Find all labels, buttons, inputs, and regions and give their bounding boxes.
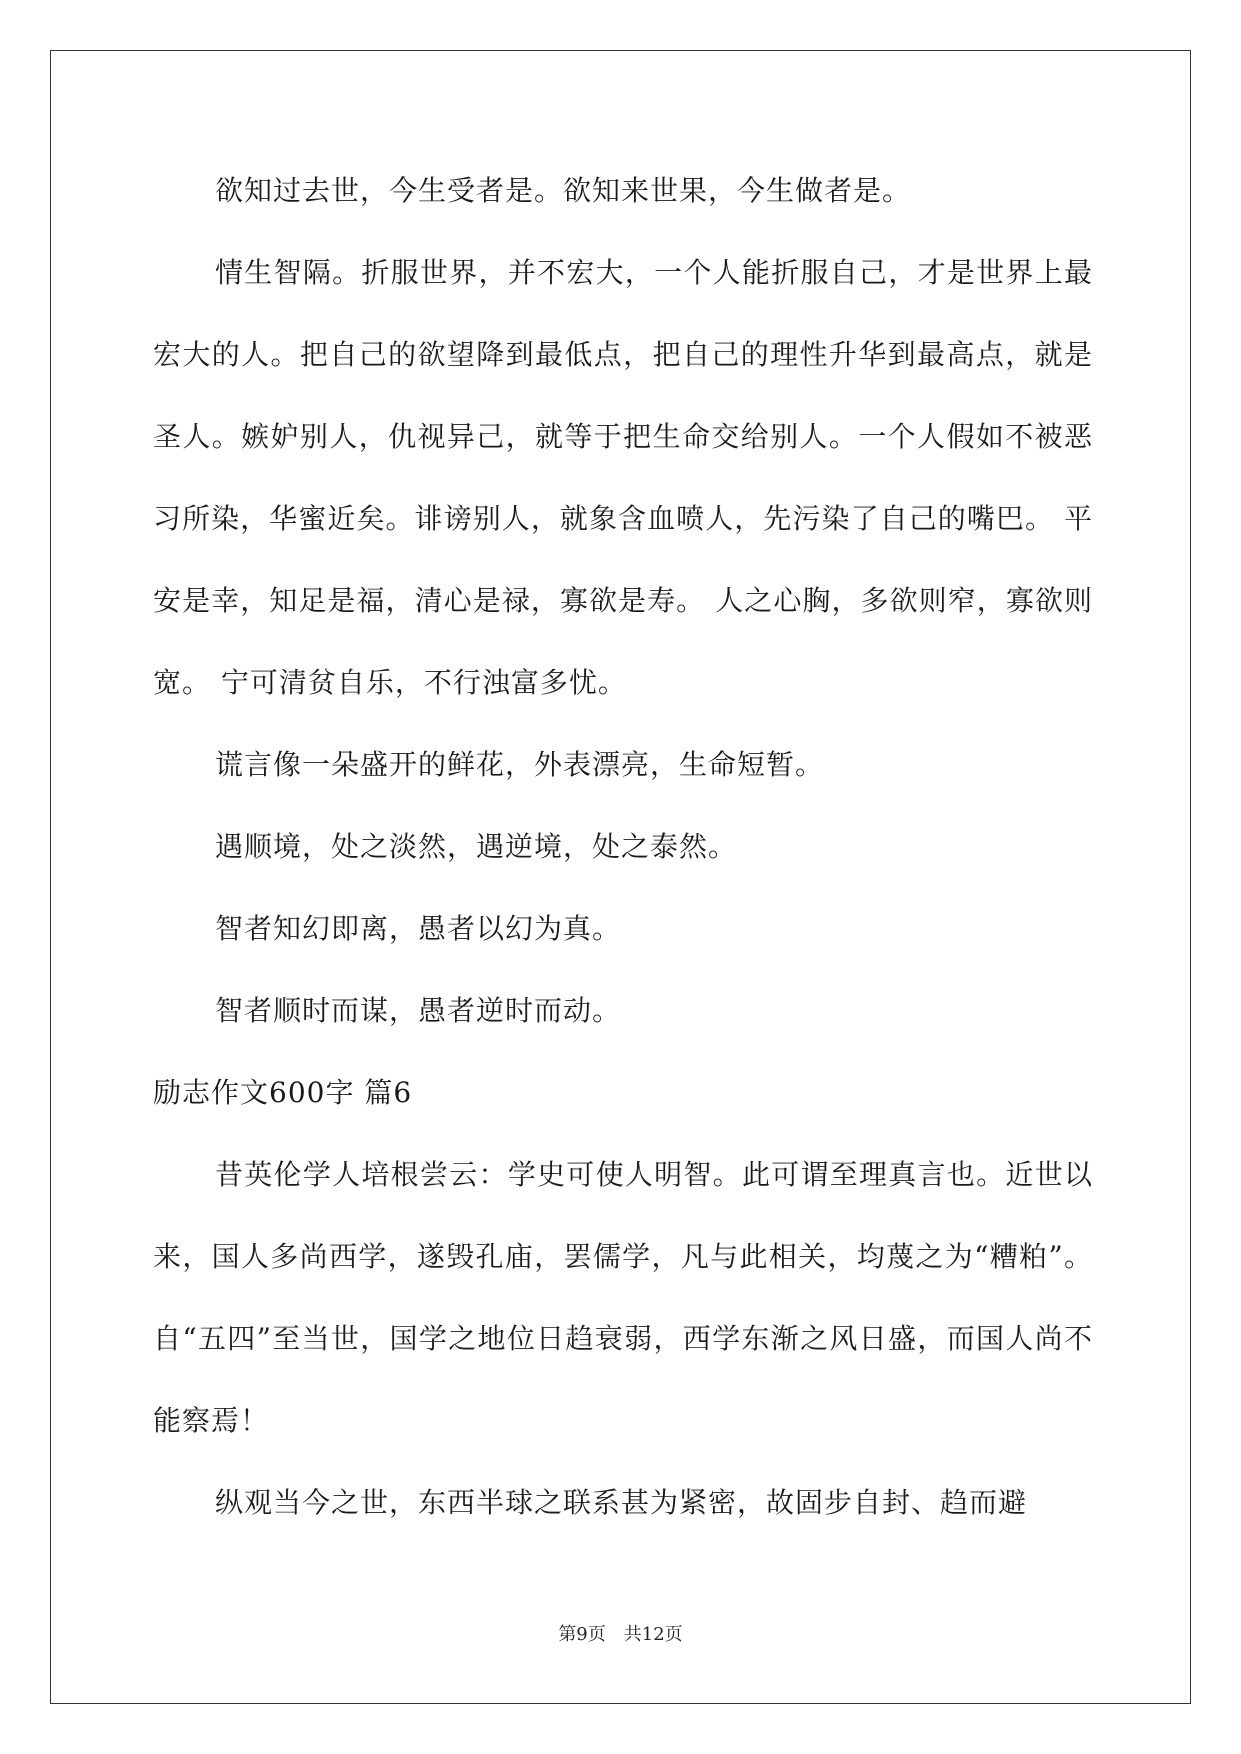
paragraph: 情生智隔。折服世界，并不宏大，一个人能折服自己，才是世界上最宏大的人。把自己的欲望降到最低点，把自己的理性升华到最高点，就是圣人。嫉妒别人，仇视异己，就等于把生命交给别人。一个人假如不被恶习所染，华蜜近矣。诽谤别人，就象含血喷人，先污染了自己的嘴巴。 平安是幸，知足是福，清心是禄，寡欲是寿。 人之心胸，多欲则窄，寡欲则宽。 宁可清贫自乐，不行浊富多忧。 bbox=[153, 256, 1093, 699]
paragraph: 智者顺时而谋，愚者逆时而动。 bbox=[215, 994, 622, 1027]
section-heading: 励志作文600字 篇6 bbox=[153, 1076, 413, 1109]
page-number: 第9页 共12页 bbox=[558, 1624, 683, 1645]
paragraph: 智者知幻即离，愚者以幻为真。 bbox=[215, 912, 622, 945]
paragraph: 遇顺境，处之淡然，遇逆境，处之泰然。 bbox=[215, 830, 738, 863]
paragraph: 谎言像一朵盛开的鲜花，外表漂亮，生命短暂。 bbox=[215, 748, 825, 781]
document-body bbox=[153, 150, 1093, 1544]
paragraph: 纵观当今之世，东西半球之联系甚为紧密，故固步自封、趋而避 bbox=[215, 1486, 1028, 1519]
paragraph: 昔英伦学人培根尝云：学史可使人明智。此可谓至理真言也。近世以来，国人多尚西学，遂毁孔庙，罢儒学，凡与此相关，均蔑之为“糟粕”。自“五四”至当世，国学之地位日趋衰弱，西学东渐之风日盛，而国人尚不能察焉！ bbox=[153, 1158, 1093, 1437]
paragraph: 欲知过去世，今生受者是。欲知来世果，今生做者是。 bbox=[215, 174, 912, 207]
